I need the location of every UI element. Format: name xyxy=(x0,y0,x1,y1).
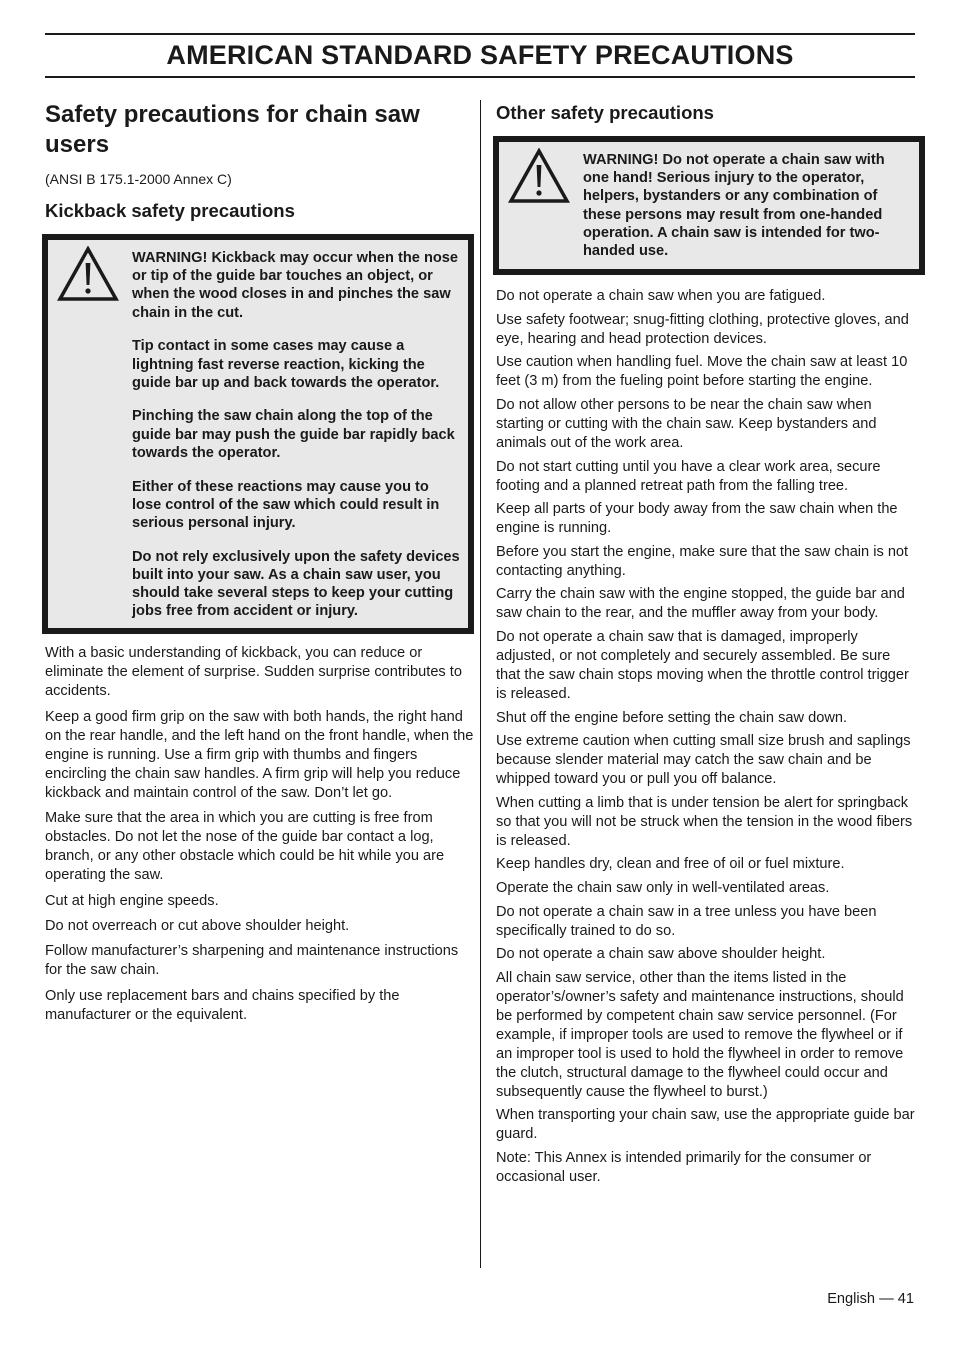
section-title: Safety precautions for chain saw users xyxy=(45,101,420,158)
body-paragraph: Do not operate a chain saw that is damaged, improperly adjusted, or not completely and securely assembled. Be sure that the saw chain stops moving when the throttle control trigger is released. xyxy=(496,628,909,702)
body-paragraph: Follow manufacturer’s sharpening and maintenance instructions for the saw chain. xyxy=(45,943,459,979)
body-paragraph: Use caution when handling fuel. Move the chain saw at least 10 feet (3 m) from the fueling point before starting the engine. xyxy=(496,354,908,390)
standard-reference: (ANSI B 175.1-2000 Annex C) xyxy=(45,171,232,187)
other-precautions-heading: Other safety precautions xyxy=(496,102,714,123)
body-paragraph: Keep all parts of your body away from the saw chain when the engine is running. xyxy=(496,501,898,537)
body-paragraph: When cutting a limb that is under tension be alert for springback so that you will not be struck when the tension in the wood fibers is released. xyxy=(496,794,913,849)
body-paragraph: Operate the chain saw only in well-ventilated areas. xyxy=(496,879,830,896)
warning-triangle-icon xyxy=(57,246,119,302)
body-paragraph: With a basic understanding of kickback, you can reduce or eliminate the element of surprise. Sudden surprise contributes to accidents. xyxy=(45,645,462,700)
warning-paragraph: WARNING! Do not operate a chain saw with one hand! Serious injury to the operator, helpers, bystanders or any combination of these persons may result from one-handed operation. A chain saw is intended for two-handed use. xyxy=(583,152,885,260)
warning-triangle-icon xyxy=(508,148,570,204)
body-paragraph: Do not operate a chain saw in a tree unless you have been specifically trained to do so. xyxy=(496,903,877,939)
body-paragraph: Keep handles dry, clean and free of oil or fuel mixture. xyxy=(496,856,845,873)
warning-paragraph: WARNING! Kickback may occur when the nose or tip of the guide bar touches an object, or when the wood closes in and pinches the saw chain in the cut. xyxy=(132,250,459,321)
body-paragraph: Do not start cutting until you have a clear work area, secure footing and a planned retreat path from the falling tree. xyxy=(496,458,881,494)
body-paragraph: Do not operate a chain saw when you are fatigued. xyxy=(496,288,826,305)
page-header xyxy=(45,33,915,78)
body-paragraph: Before you start the engine, make sure that the saw chain is not contacting anything. xyxy=(496,543,909,579)
body-paragraph: Shut off the engine before setting the chain saw down. xyxy=(496,709,848,726)
body-paragraph: Carry the chain saw with the engine stopped, the guide bar and saw chain to the rear, and the muffler away from your body. xyxy=(496,586,905,622)
body-paragraph: Only use replacement bars and chains specified by the manufacturer or the equivalent. xyxy=(45,987,400,1023)
body-paragraph: Do not operate a chain saw above shoulder height. xyxy=(496,946,826,963)
one-hand-warning-box xyxy=(493,136,925,275)
body-paragraph: Cut at high engine speeds. xyxy=(45,892,219,909)
kickback-heading: Kickback safety precautions xyxy=(45,200,295,221)
body-paragraph: Use extreme caution when cutting small size brush and saplings because slender material may catch the saw chain and be whipped toward you or pull you off balance. xyxy=(496,733,911,788)
warning-paragraph: Tip contact in some cases may cause a lightning fast reverse reaction, kicking the guide bar up and back towards the operator. xyxy=(132,338,440,391)
body-paragraph: Note: This Annex is intended primarily for the consumer or occasional user. xyxy=(496,1149,872,1185)
page-footer: English — 41 xyxy=(827,1291,914,1307)
body-paragraph: All chain saw service, other than the items listed in the operator’s/owner’s safety and maintenance instructions, should be performed by competent chain saw service personnel. (For example, if improper tools are used to remove the flywheel or if an improper tool is used to hold the flywheel in order to remove the clutch, structural damage to the flywheel could occur and subsequently cause the flywheel to burst.) xyxy=(496,969,904,1100)
body-paragraph: Do not overreach or cut above shoulder height. xyxy=(45,918,350,935)
body-paragraph: Make sure that the area in which you are cutting is free from obstacles. Do not let the nose of the guide bar contact a log, branch, or any other obstacle which could be hit while you are operating the saw. xyxy=(45,810,445,884)
warning-paragraph: Pinching the saw chain along the top of the guide bar may push the guide bar rapidly back towards the operator. xyxy=(132,408,455,461)
column-divider xyxy=(480,100,481,1268)
body-paragraph: When transporting your chain saw, use the appropriate guide bar guard. xyxy=(496,1107,915,1143)
warning-paragraph: Do not rely exclusively upon the safety devices built into your saw. As a chain saw user, you should take several steps to keep your cutting jobs free from accident or injury. xyxy=(132,548,460,620)
body-paragraph: Do not allow other persons to be near the chain saw when starting or cutting with the chain saw. Keep bystanders and animals out of the work area. xyxy=(496,397,877,451)
kickback-warning-box xyxy=(42,234,474,634)
left-column xyxy=(45,100,475,1025)
body-paragraph: Keep a good firm grip on the saw with both hands, the right hand on the rear handle, and the left hand on the front handle, when the engine is running. Use a firm grip with thumbs and fingers encircling the chain saw handles. A firm grip will help you reduce kickback and maintain control of the saw. Don’t let go. xyxy=(45,708,474,801)
warning-paragraph: Either of these reactions may cause you to lose control of the saw which could result in serious personal injury. xyxy=(132,478,440,531)
body-paragraph: Use safety footwear; snug-fitting clothing, protective gloves, and eye, hearing and head protection devices. xyxy=(496,311,909,347)
right-column xyxy=(496,100,916,1187)
page-title: AMERICAN STANDARD SAFETY PRECAUTIONS xyxy=(166,40,794,70)
